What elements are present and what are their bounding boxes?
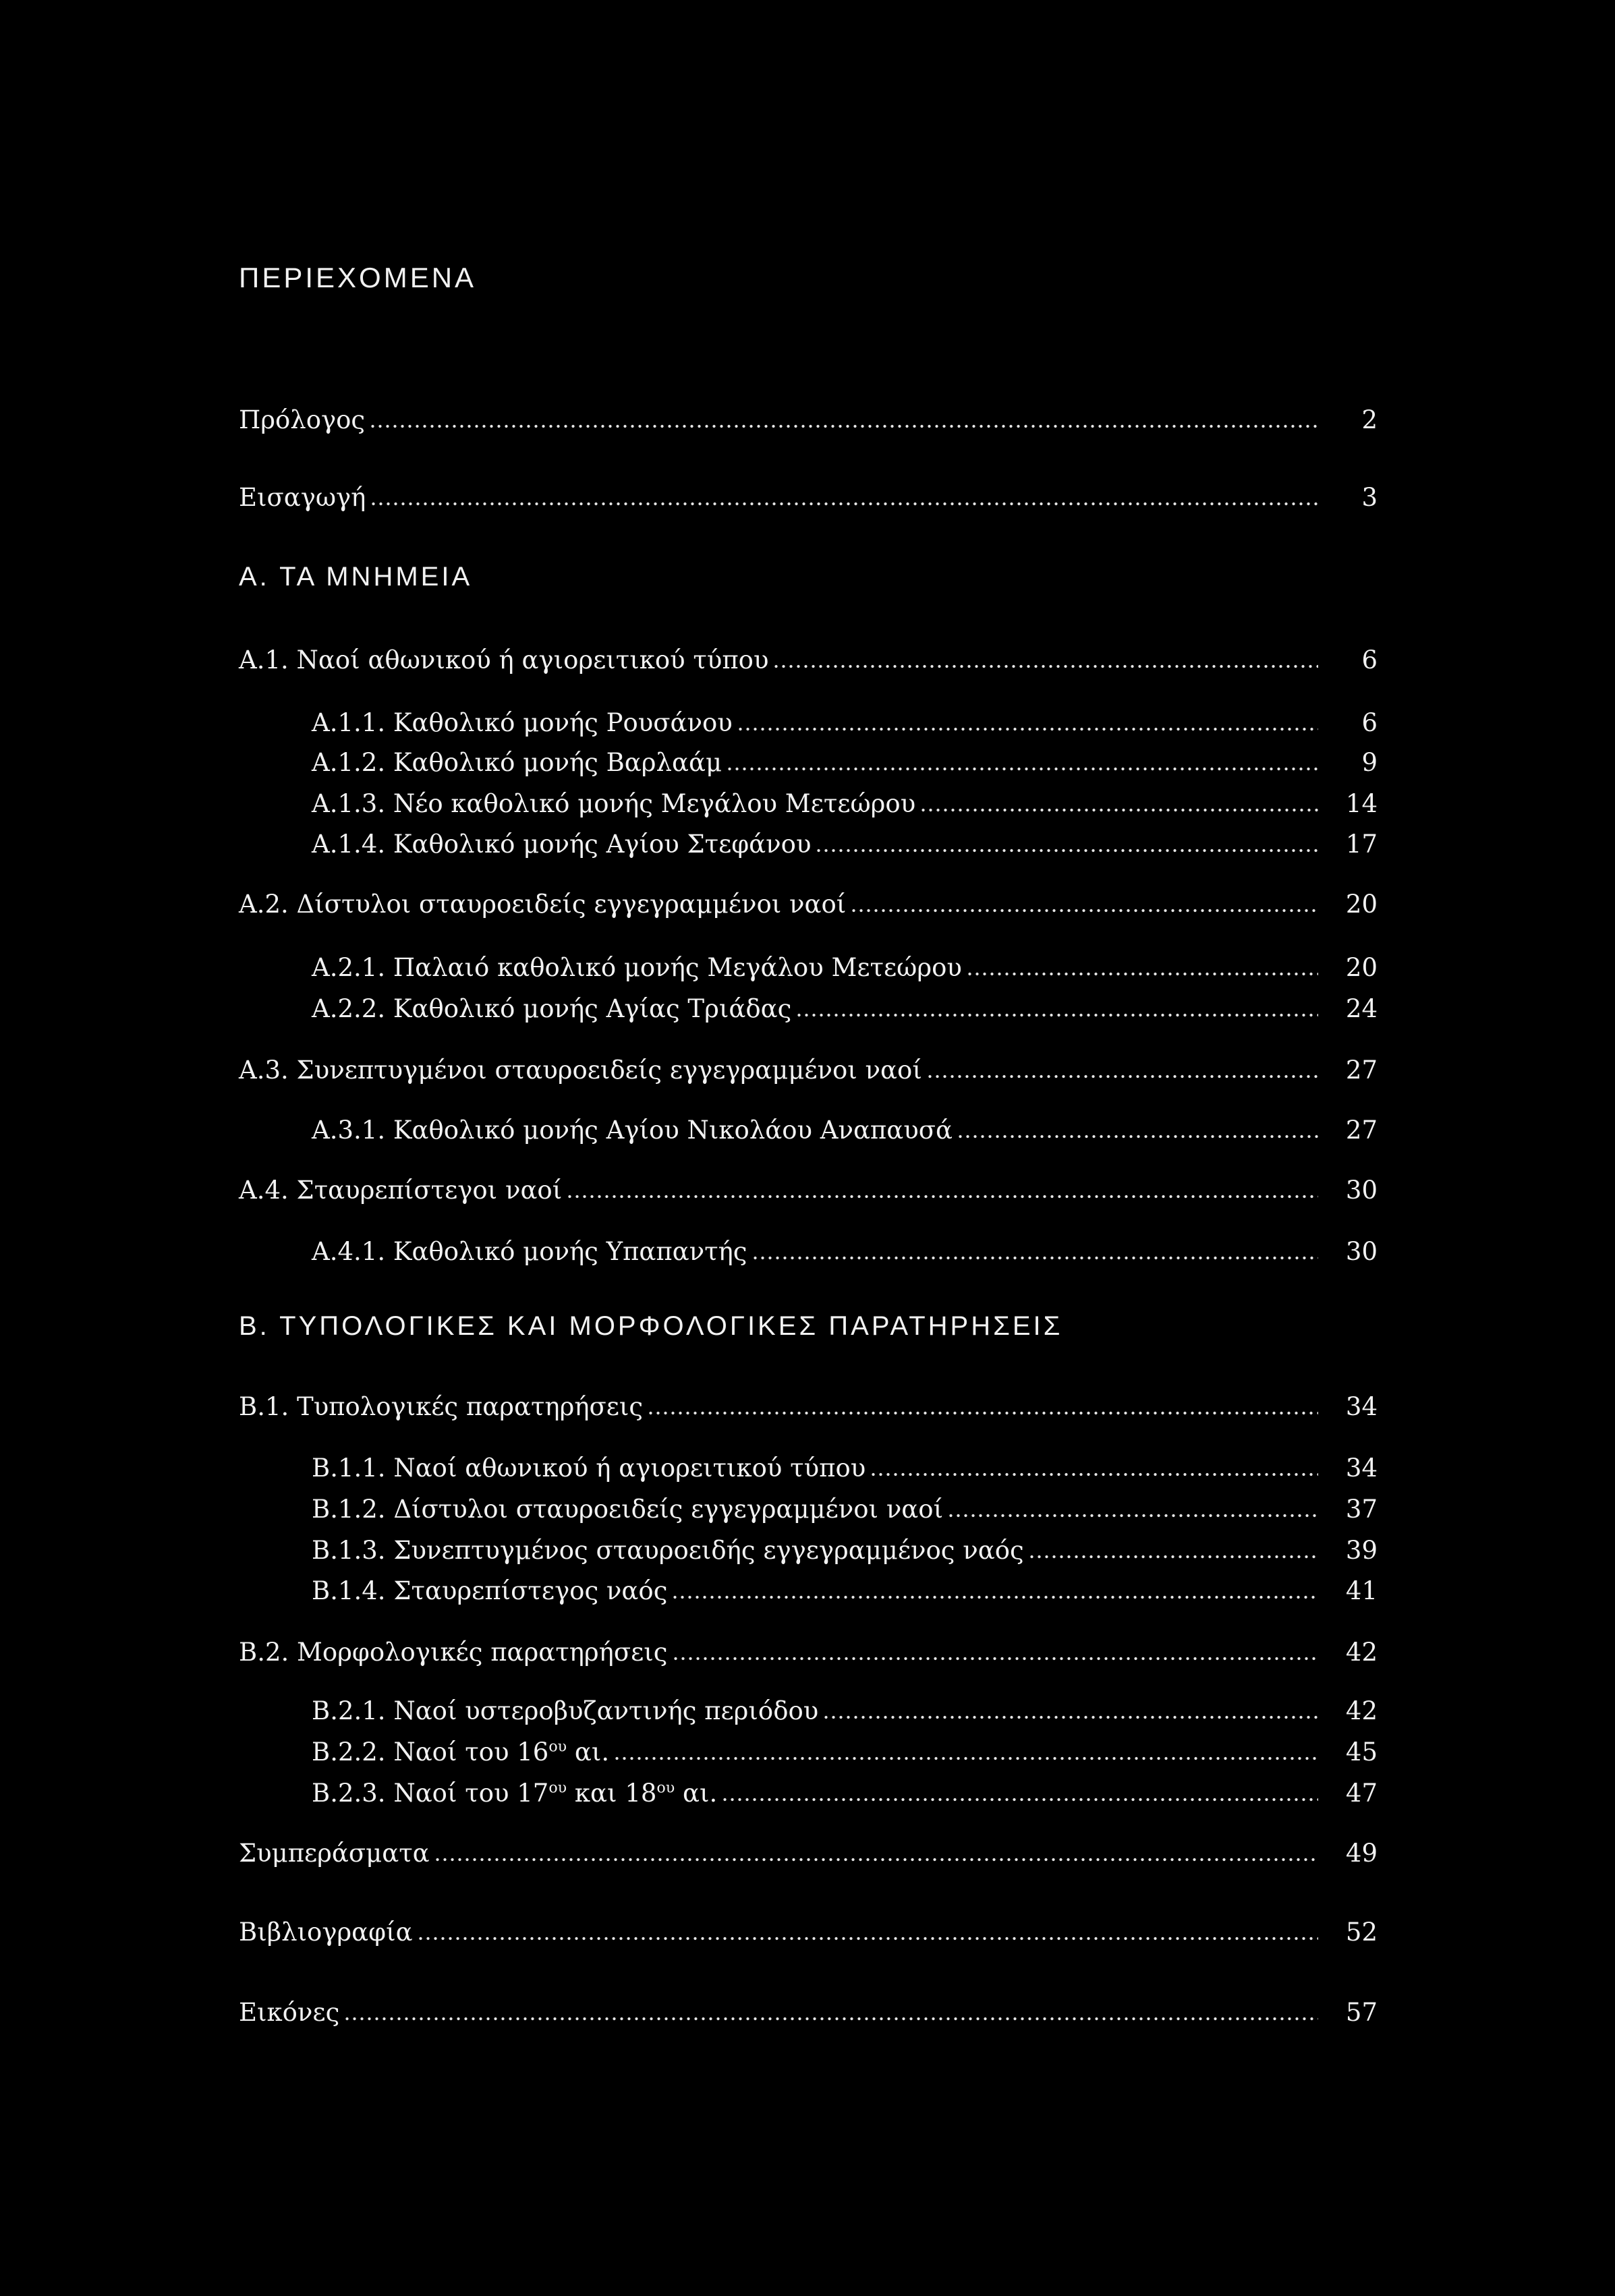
toc-entry-page: 24 — [1345, 994, 1378, 1023]
toc-entry-page: 2 — [1361, 405, 1378, 434]
toc-entry-label: Β.1.4. Σταυρεπίστεγος ναός — [312, 1576, 668, 1605]
toc-entry-a-1-2 — [312, 746, 1378, 780]
dot-leader — [772, 664, 1318, 668]
toc-entry-page: 20 — [1345, 953, 1378, 982]
dot-leader — [822, 1715, 1318, 1719]
toc-entry-prologue — [239, 403, 1378, 437]
toc-entry-a-1-3 — [312, 787, 1378, 821]
toc-entry-a-2 — [239, 888, 1378, 921]
dot-leader — [966, 972, 1318, 976]
dot-leader — [434, 1858, 1318, 1862]
toc-entry-page: 17 — [1345, 830, 1378, 859]
toc-entry-b-1-4 — [312, 1574, 1378, 1608]
ordinal-superscript: ου — [548, 1738, 567, 1756]
toc-entry-page: 42 — [1345, 1696, 1378, 1725]
toc-entry-label — [312, 1735, 609, 1769]
toc-entry-page: 6 — [1361, 708, 1378, 737]
toc-entry-page: 9 — [1361, 748, 1378, 777]
dot-leader — [613, 1756, 1318, 1760]
toc-entry-a-4-1 — [312, 1235, 1378, 1269]
toc-entry-introduction — [239, 481, 1378, 515]
toc-entry-bibliography — [239, 1916, 1378, 1949]
toc-entry-page: 27 — [1345, 1056, 1378, 1085]
toc-part-heading-a — [239, 560, 1378, 594]
dot-leader — [566, 1195, 1318, 1199]
toc-part-heading-b — [239, 1309, 1378, 1343]
toc-entry-a-4 — [239, 1174, 1378, 1207]
dot-leader — [726, 767, 1318, 771]
dot-leader — [752, 1256, 1319, 1260]
toc-entry-page: 41 — [1345, 1576, 1378, 1605]
toc-entry-label: Α.4. Σταυρεπίστεγοι ναοί — [239, 1176, 563, 1205]
toc-entry-b-1-2 — [312, 1493, 1378, 1526]
toc-entry-b-2-2 — [312, 1735, 1378, 1769]
toc-entry-label: Β.2.1. Ναοί υστεροβυζαντινής περιόδου — [312, 1696, 819, 1725]
dot-leader — [870, 1472, 1318, 1476]
toc-entry-b-2-1 — [312, 1694, 1378, 1728]
toc-entry-page: 30 — [1345, 1176, 1378, 1205]
toc-entry-a-3-1 — [312, 1114, 1378, 1147]
dot-leader — [737, 727, 1318, 731]
toc-entry-label: Α.1.2. Καθολικό μονής Βαρλαάμ — [312, 748, 722, 777]
label-text: και 18 — [567, 1779, 657, 1808]
toc-entry-page: 42 — [1345, 1638, 1378, 1667]
toc-entry-a-1-4 — [312, 828, 1378, 861]
dot-leader — [370, 502, 1318, 506]
toc-entry-label: Βιβλιογραφία — [239, 1918, 413, 1947]
toc-entry-a-2-2 — [312, 992, 1378, 1026]
toc-entry-page: 3 — [1361, 483, 1378, 512]
toc-entry-a-1-1 — [312, 706, 1378, 740]
label-text: Β.2.3. Ναοί του 17 — [312, 1779, 549, 1808]
toc-entry-label: Πρόλογος — [239, 405, 366, 434]
toc-entry-page: 45 — [1345, 1738, 1378, 1767]
toc-entry-label: Α.1.3. Νέο καθολικό μονής Μεγάλου Μετεώρου — [312, 789, 916, 818]
toc-entry-figures — [239, 1996, 1378, 2030]
toc-entry-label: Α.4.1. Καθολικό μονής Υπαπαντής — [312, 1237, 747, 1266]
toc-entry-b-2-3 — [312, 1777, 1378, 1810]
dot-leader — [926, 1074, 1318, 1079]
toc-entry-conclusions — [239, 1837, 1378, 1870]
toc-entry-label: Α.2.1. Παλαιό καθολικό μονής Μεγάλου Μετεώρου — [312, 953, 962, 982]
toc-entry-label: Εισαγωγή — [239, 483, 366, 512]
toc-entry-label: Συμπεράσματα — [239, 1839, 430, 1868]
ordinal-superscript: ου — [656, 1779, 675, 1797]
toc-entry-label: Β.1.3. Συνεπτυγμένος σταυροειδής εγγεγραμμένος ναός — [312, 1536, 1024, 1565]
toc-entry-a-2-1 — [312, 951, 1378, 985]
toc-entry-page: 52 — [1345, 1918, 1378, 1947]
toc-entry-page: 30 — [1345, 1237, 1378, 1266]
label-text: αι. — [675, 1779, 718, 1808]
label-text: Β.2.2. Ναοί του 16 — [312, 1738, 549, 1767]
toc-entry-page: 49 — [1345, 1839, 1378, 1868]
toc-entry-b-2 — [239, 1636, 1378, 1669]
toc-part-heading-label: Α. ΤΑ ΜΝΗΜΕΙΑ — [239, 562, 473, 592]
toc-part-heading-label: Β. ΤΥΠΟΛΟΓΙΚΕΣ ΚΑΙ ΜΟΡΦΟΛΟΓΙΚΕΣ ΠΑΡΑΤΗΡΗΣΕΙΣ — [239, 1311, 1063, 1341]
dot-leader — [721, 1798, 1318, 1802]
toc-entry-label: Α.1. Ναοί αθωνικού ή αγιορειτικού τύπου — [239, 645, 769, 675]
dot-leader — [672, 1657, 1319, 1661]
dot-leader — [795, 1013, 1318, 1017]
dot-leader — [850, 909, 1318, 913]
toc-entry-a-1 — [239, 643, 1378, 677]
dot-leader — [369, 424, 1318, 428]
toc-entry-label: Α.2.2. Καθολικό μονής Αγίας Τριάδας — [312, 994, 792, 1023]
dot-leader — [343, 2017, 1318, 2021]
toc-entry-b-1-1 — [312, 1452, 1378, 1485]
toc-entry-page: 14 — [1345, 789, 1378, 818]
toc-entry-label: Β.1.1. Ναοί αθωνικού ή αγιορειτικού τύπου — [312, 1454, 866, 1483]
dot-leader — [647, 1411, 1318, 1415]
label-text: αι. — [567, 1738, 610, 1767]
toc-entry-page: 6 — [1361, 645, 1378, 675]
toc-entry-a-3 — [239, 1054, 1378, 1087]
dot-leader — [947, 1514, 1318, 1518]
toc-entry-label: Α.1.1. Καθολικό μονής Ρουσάνου — [312, 708, 733, 737]
toc-entry-label: Β.2. Μορφολογικές παρατηρήσεις — [239, 1638, 668, 1667]
dot-leader — [957, 1135, 1318, 1139]
dot-leader — [919, 808, 1318, 812]
toc-entry-b-1 — [239, 1390, 1378, 1424]
toc-entry-label: Β.1.2. Δίστυλοι σταυροειδείς εγγεγραμμένοι ναοί — [312, 1495, 944, 1524]
toc-entry-label: Α.1.4. Καθολικό μονής Αγίου Στεφάνου — [312, 830, 812, 859]
page-title: ΠΕΡΙΕΧΟΜΕΝΑ — [239, 262, 477, 293]
toc-entry-page: 39 — [1345, 1536, 1378, 1565]
toc-entry-label: Β.1. Τυπολογικές παρατηρήσεις — [239, 1392, 644, 1421]
toc-entry-page: 47 — [1345, 1779, 1378, 1808]
toc-entry-label — [312, 1777, 717, 1810]
ordinal-superscript: ου — [548, 1779, 567, 1797]
toc-entry-page: 34 — [1345, 1454, 1378, 1483]
dot-leader — [1028, 1555, 1318, 1559]
toc-entry-page: 34 — [1345, 1392, 1378, 1421]
toc-entry-label: Εικόνες — [239, 1998, 340, 2027]
toc-entry-label: Α.3. Συνεπτυγμένοι σταυροειδείς εγγεγραμμένοι ναοί — [239, 1056, 922, 1085]
toc-entry-page: 20 — [1345, 890, 1378, 919]
toc-entry-page: 27 — [1345, 1116, 1378, 1145]
dot-leader — [417, 1936, 1318, 1941]
toc-entry-page: 57 — [1345, 1998, 1378, 2027]
toc-entry-label: Α.3.1. Καθολικό μονής Αγίου Νικολάου Αναπαυσά — [312, 1116, 953, 1145]
dot-leader — [815, 849, 1318, 853]
toc-entry-page: 37 — [1345, 1495, 1378, 1524]
dot-leader — [671, 1595, 1318, 1599]
toc-entry-label: Α.2. Δίστυλοι σταυροειδείς εγγεγραμμένοι ναοί — [239, 890, 847, 919]
toc-entry-b-1-3 — [312, 1534, 1378, 1568]
